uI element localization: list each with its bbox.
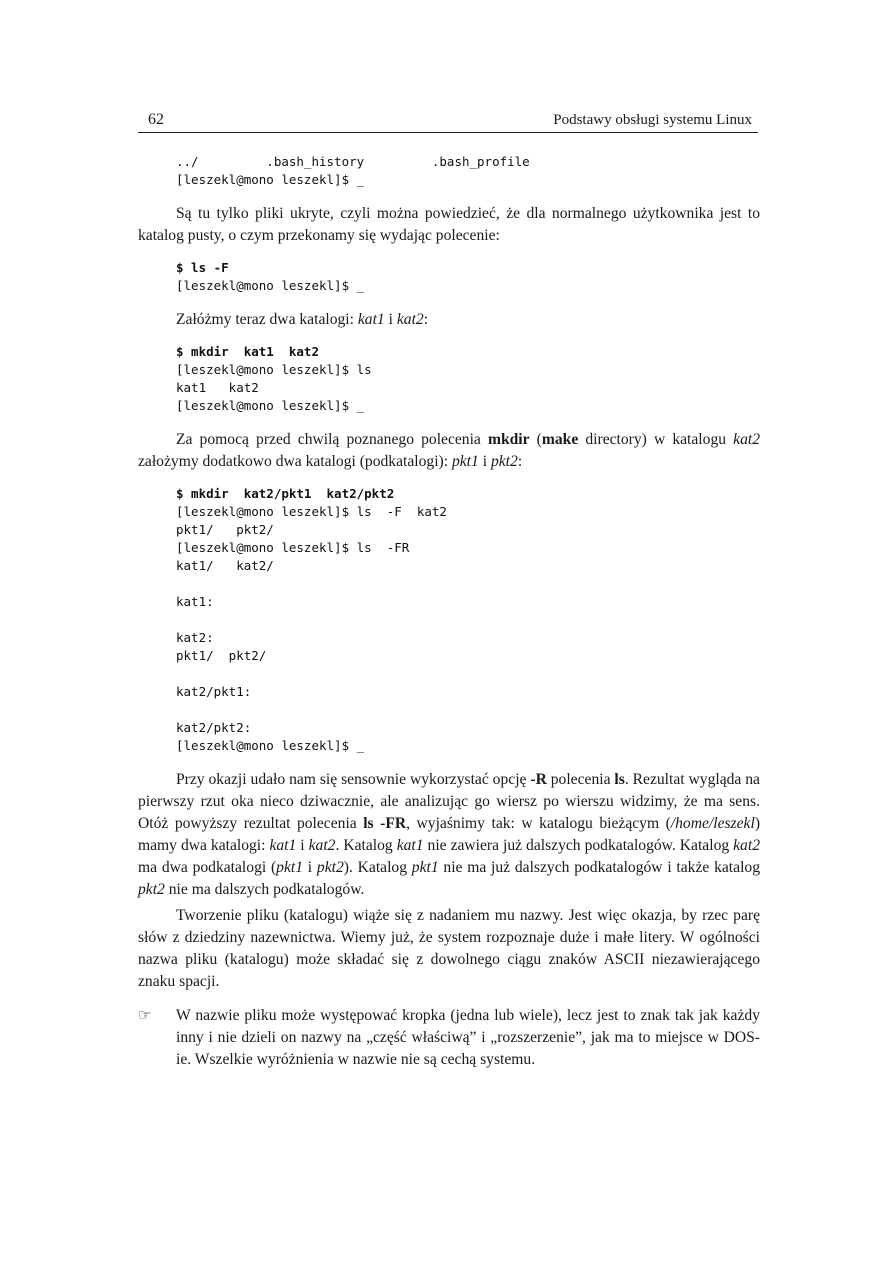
code-block-2 [176,259,760,295]
code-line [176,611,760,629]
page-header [138,110,758,133]
running-title: Podstawy obsługi systemu Linux [553,112,752,128]
paragraph-3: Za pomocą przed chwilą poznanego polecenia mkdir (make directory) w katalogu kat2 założymy dodatkowo dwa katalogi (podkatalogi): pkt1 i pkt2: [138,431,761,470]
code-line: kat1 kat2 [176,380,259,395]
code-block-4 [176,485,760,755]
code-line: [leszekl@mono leszekl]$ ls [176,362,372,377]
code-line [176,575,760,593]
code-line [176,665,760,683]
code-line [176,701,760,719]
code-line: ../ .bash_history .bash_profile [176,154,530,169]
code-line: kat1: [176,594,214,609]
code-line: kat2: [176,630,214,645]
pointing-hand-icon: ☞ [138,1008,152,1024]
code-line: [leszekl@mono leszekl]$ ls -F kat2 [176,504,447,519]
code-line: [leszekl@mono leszekl]$ _ [176,398,365,413]
code-line: [leszekl@mono leszekl]$ _ [176,278,365,293]
code-command: $ mkdir kat1 kat2 [176,344,319,359]
code-block-3 [176,343,760,415]
paragraph-4: Przy okazji udało nam się sensownie wykorzystać opcję -R polecenia ls. Rezultat wygląda na pierwszy rzut oka nieco dziwacznie, ale analizując go wiersz po wierszu widzimy, że ma sens. Otóż powyższy rezultat polecenia ls -FR, wyjaśnimy tak: w katalogu bieżącym (/home/leszekl) mamy dwa katalogi: kat1 i kat2. Katalog kat1 nie zawiera już dalszych podkatalogów. Katalog kat2 ma dwa podkatalogi (pkt1 i pkt2). Katalog pkt1 nie ma już dalszych podkatalogów i także katalog pkt2 nie ma dalszych podkatalogów. [138,771,761,898]
paragraph-5: Tworzenie pliku (katalogu) wiąże się z nadaniem mu nazwy. Jest więc okazja, by rzec parę słów z dziedziny nazewnictwa. Wiemy już, że system rozpoznaje duże i małe litery. W ogólności nazwa pliku (katalogu) może składać się z dowolnego ciągu znaków ASCII niezawierającego znaku spacji. [138,907,760,990]
code-line: pkt1/ pkt2/ [176,648,267,663]
note-text: W nazwie pliku może występować kropka (jedna lub wiele), lecz jest to znak tak jak każdy inny i nie dzieli on nazwy na „część właściwą” i „rozszerzenie”, jak ma to miejsce w DOS-ie. Wszelkie wyróżnienia w nazwie nie są cechą systemu. [176,1007,760,1068]
code-command: $ mkdir kat2/pkt1 kat2/pkt2 [176,486,395,501]
page-content [138,153,760,1071]
code-line: pkt1/ pkt2/ [176,522,274,537]
code-line: [leszekl@mono leszekl]$ _ [176,738,365,753]
code-line: kat1/ kat2/ [176,558,274,573]
code-line: [leszekl@mono leszekl]$ ls -FR [176,540,410,555]
page-number: 62 [148,111,164,128]
code-line: kat2/pkt1: [176,684,252,699]
paragraph-2: Załóżmy teraz dwa katalogi: kat1 i kat2: [176,311,429,328]
code-block-1 [176,153,760,189]
code-line: [leszekl@mono leszekl]$ _ [176,172,365,187]
code-command: $ ls -F [176,260,229,275]
code-line: kat2/pkt2: [176,720,252,735]
paragraph-1: Są tu tylko pliki ukryte, czyli można powiedzieć, że dla normalnego użytkownika jest to katalog pusty, o czym przekonamy się wydając polecenie: [138,205,760,244]
note-block [138,1005,760,1071]
